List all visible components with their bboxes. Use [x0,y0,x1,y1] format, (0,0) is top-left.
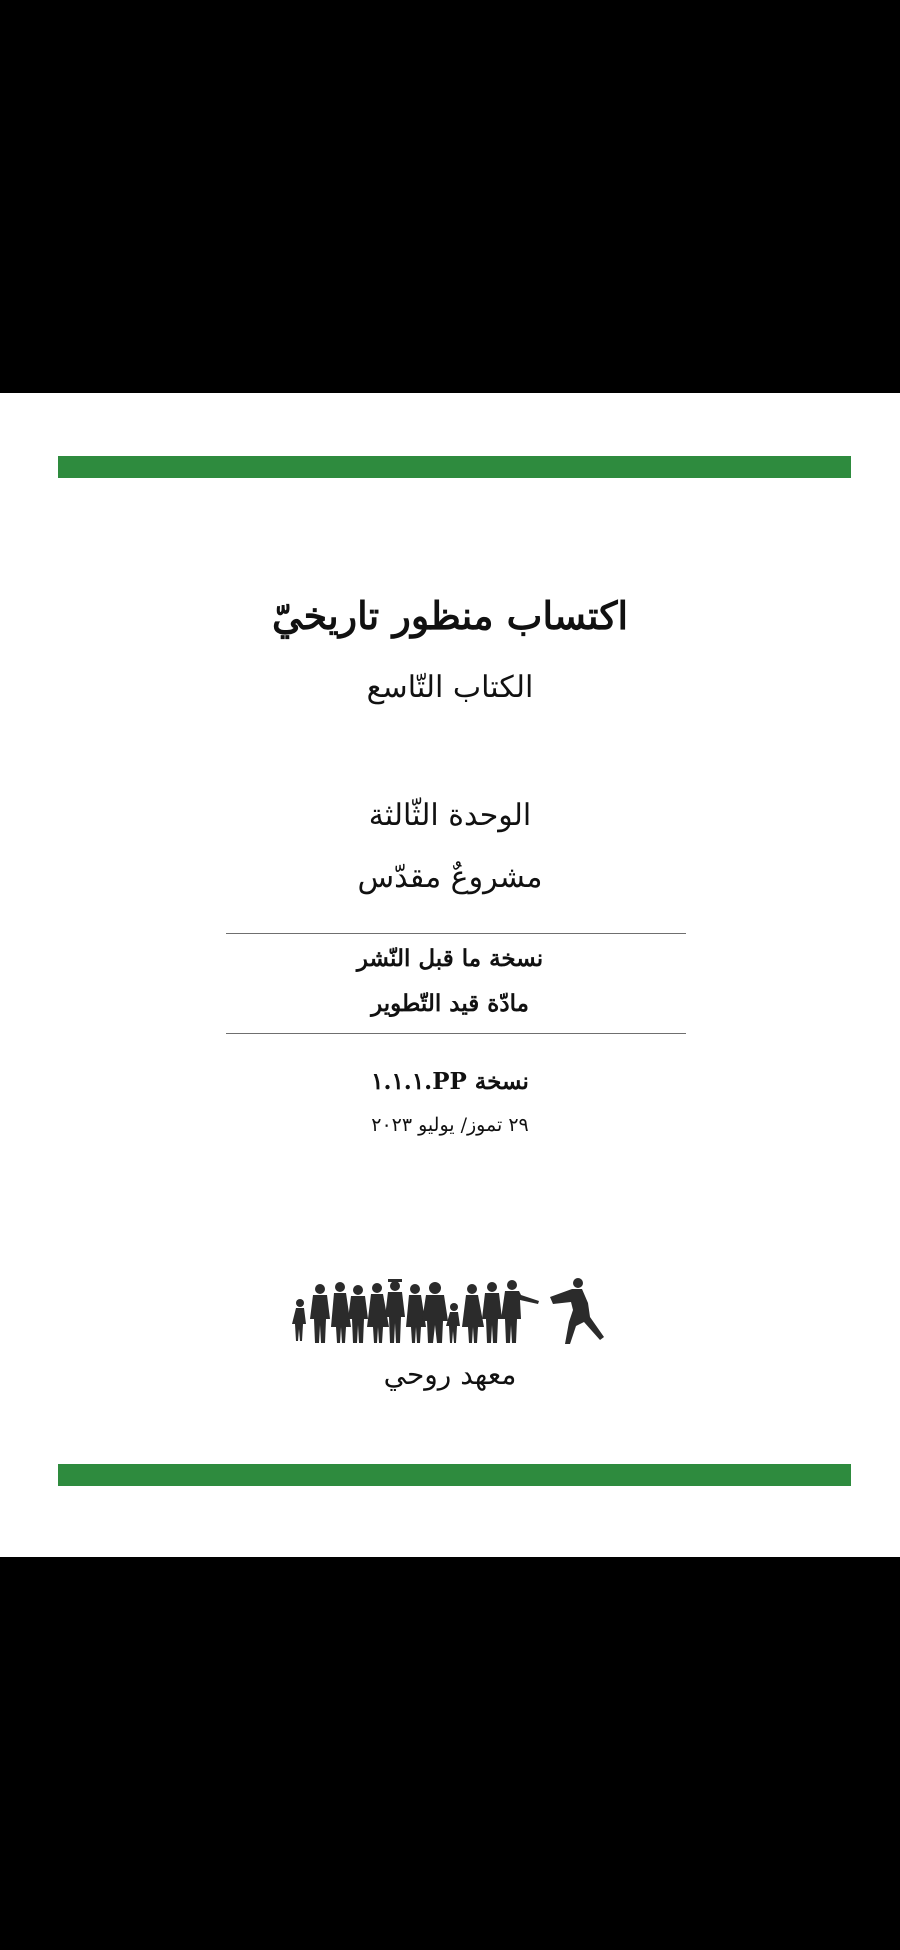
people-silhouettes-icon [288,1273,626,1345]
book-subtitle: الكتاب التّاسع [366,670,534,705]
bottom-green-bar [58,1464,851,1486]
book-title: اكتساب منظور تاريخيّ [271,593,629,638]
divider-top [226,933,686,934]
document-page [0,393,900,1557]
unit-name: مشروعٌ مقدّس [357,860,543,895]
unit-number: الوحدة الثّالثة [368,798,532,833]
version-label: نسخة PP.١.١.١ [371,1068,529,1095]
top-green-bar [58,456,851,478]
in-development-label: مادّة قيد التّطوير [371,990,529,1017]
divider-bottom [226,1033,686,1034]
publisher-name: معهد روحي [383,1358,517,1391]
date-label: ٢٩ تموز/ يوليو ٢٠٢٣ [371,1114,529,1136]
pre-publication-label: نسخة ما قبل النّشر [356,945,544,972]
